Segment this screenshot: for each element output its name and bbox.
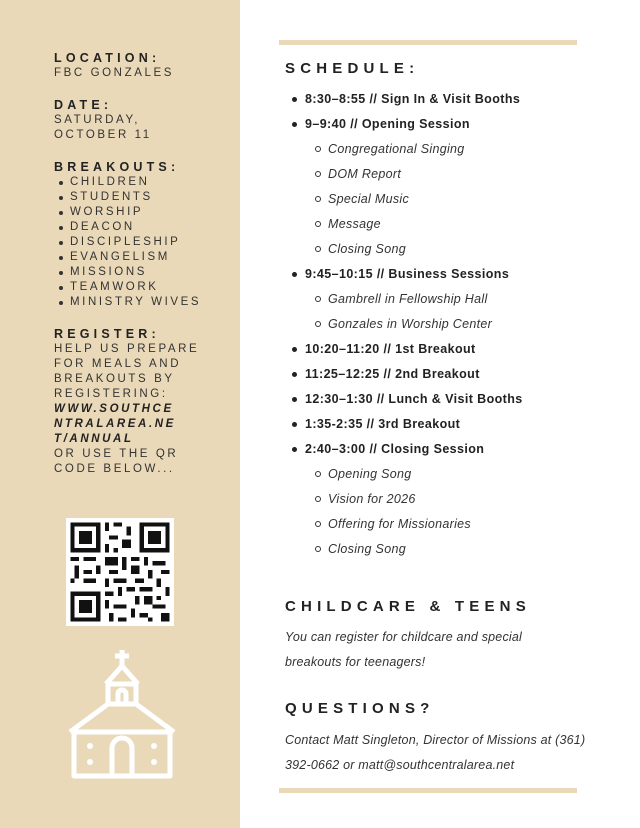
breakout-item: EVANGELISM <box>54 250 234 265</box>
schedule-item: 11:25–12:25 // 2nd Breakout <box>287 363 607 388</box>
schedule-item: 10:20–11:20 // 1st Breakout <box>287 338 607 363</box>
church-icon <box>66 648 178 780</box>
date-line-2: OCTOBER 11 <box>54 129 152 141</box>
schedule-subitem: Special Music <box>287 188 607 213</box>
childcare-text: You can register for childcare and special breakouts for teenagers! <box>285 630 523 669</box>
schedule-subitem: DOM Report <box>287 163 607 188</box>
schedule-subitem: Gambrell in Fellowship Hall <box>287 288 607 313</box>
location-section <box>54 50 234 81</box>
schedule-subitem: Closing Song <box>287 538 607 563</box>
schedule-subitem: Offering for Missionaries <box>287 513 607 538</box>
date-section <box>54 97 234 143</box>
date-label: DATE: <box>54 98 113 112</box>
questions-text: Contact Matt Singleton, Director of Missions at (361) 392-0662 or matt@southcentralarea.net <box>285 733 586 772</box>
schedule-subitem: Message <box>287 213 607 238</box>
breakout-item: DEACON <box>54 220 234 235</box>
location-value: FBC GONZALES <box>54 67 175 79</box>
register-link[interactable]: WWW.SOUTHCENTRALAREA.NET/ANNUAL <box>54 403 176 445</box>
schedule-item: 2:40–3:00 // Closing Session <box>287 438 607 463</box>
breakout-item: CHILDREN <box>54 175 234 190</box>
breakouts-list <box>54 175 234 310</box>
location-label: LOCATION: <box>54 51 161 65</box>
schedule-item: 12:30–1:30 // Lunch & Visit Booths <box>287 388 607 413</box>
sidebar <box>0 0 240 828</box>
breakout-item: TEAMWORK <box>54 280 234 295</box>
breakout-item: DISCIPLESHIP <box>54 235 234 250</box>
register-text: HELP US PREPARE FOR MEALS AND BREAKOUTS BY REGISTERING: <box>54 343 200 400</box>
register-section <box>54 326 234 477</box>
schedule-subitem: Closing Song <box>287 238 607 263</box>
schedule-item: 9–9:40 // Opening Session <box>287 113 607 138</box>
questions-title: QUESTIONS? <box>285 700 435 717</box>
breakouts-label: BREAKOUTS: <box>54 160 180 174</box>
schedule-item: 8:30–8:55 // Sign In & Visit Booths <box>287 88 607 113</box>
schedule-subitem: Vision for 2026 <box>287 488 607 513</box>
schedule-item: 9:45–10:15 // Business Sessions <box>287 263 607 288</box>
qr-code-icon[interactable] <box>66 518 174 626</box>
schedule-item: 1:35-2:35 // 3rd Breakout <box>287 413 607 438</box>
register-label: REGISTER: <box>54 327 160 341</box>
schedule-list <box>287 88 607 563</box>
schedule-subitem: Congregational Singing <box>287 138 607 163</box>
bottom-rule <box>279 788 577 793</box>
childcare-title: CHILDCARE & TEENS <box>285 598 531 615</box>
breakout-item: STUDENTS <box>54 190 234 205</box>
register-after-text: OR USE THE QR CODE BELOW... <box>54 448 179 475</box>
breakout-item: WORSHIP <box>54 205 234 220</box>
schedule-title: SCHEDULE: <box>285 60 420 77</box>
event-details <box>54 50 234 493</box>
breakout-item: MINISTRY WIVES <box>54 295 234 310</box>
breakout-item: MISSIONS <box>54 265 234 280</box>
top-rule <box>279 40 577 45</box>
breakouts-section <box>54 159 234 310</box>
schedule-subitem: Gonzales in Worship Center <box>287 313 607 338</box>
date-line-1: SATURDAY, <box>54 114 141 126</box>
schedule-subitem: Opening Song <box>287 463 607 488</box>
